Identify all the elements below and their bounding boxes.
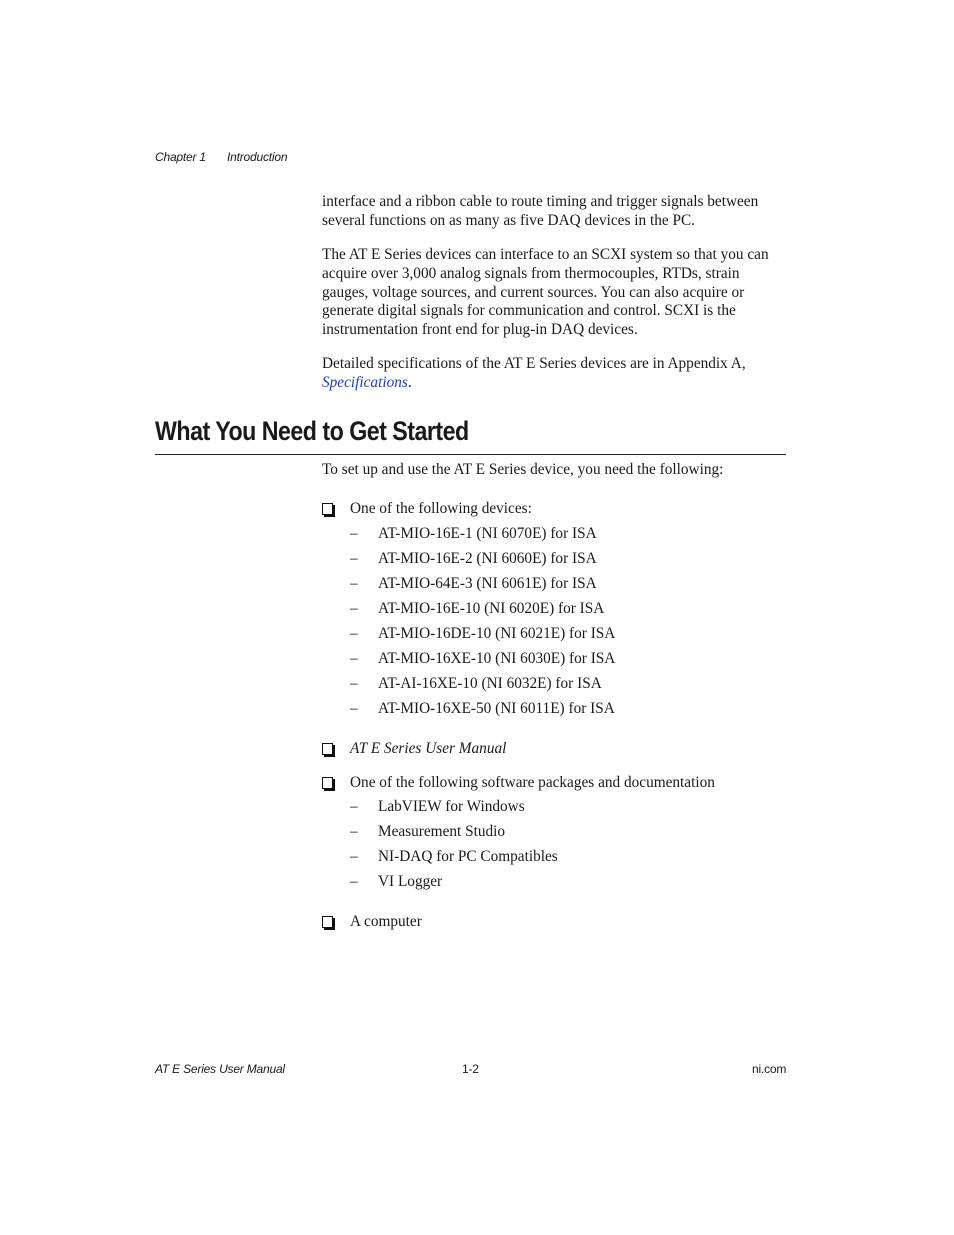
- checklist-item-computer: [322, 913, 782, 932]
- checklist-item-devices: [322, 500, 782, 725]
- software-name: LabVIEW for Windows: [378, 798, 525, 816]
- manual-label: AT E Series User Manual: [350, 739, 507, 757]
- chapter-title: Introduction: [227, 150, 288, 164]
- list-item: [350, 700, 782, 725]
- section-intro: To set up and use the AT E Series device, you need the following:: [322, 461, 724, 478]
- software-label: One of the following software packages and documentation: [350, 773, 715, 791]
- software-list: [350, 798, 782, 898]
- list-item: [350, 823, 782, 848]
- dash-icon: –: [350, 574, 358, 592]
- list-item: [350, 675, 782, 700]
- computer-label: A computer: [350, 913, 422, 931]
- device-name: AT-MIO-64E-3 (NI 6061E) for ISA: [378, 574, 597, 592]
- list-item: [350, 575, 782, 600]
- device-name: AT-MIO-16E-2 (NI 6060E) for ISA: [378, 549, 597, 567]
- device-name: AT-AI-16XE-10 (NI 6032E) for ISA: [378, 674, 602, 692]
- running-header: [155, 150, 288, 164]
- device-name: AT-MIO-16XE-50 (NI 6011E) for ISA: [378, 699, 615, 717]
- device-name: AT-MIO-16DE-10 (NI 6021E) for ISA: [378, 624, 616, 642]
- paragraph-3: [322, 355, 782, 393]
- dash-icon: –: [350, 798, 358, 816]
- device-name: AT-MIO-16XE-10 (NI 6030E) for ISA: [378, 649, 616, 667]
- list-item: [350, 650, 782, 675]
- paragraph-3-period: .: [407, 373, 412, 391]
- list-item: [350, 848, 782, 873]
- checkbox-icon: [322, 503, 333, 515]
- dash-icon: –: [350, 524, 358, 542]
- checkbox-icon: [322, 777, 333, 789]
- checkbox-icon: [322, 743, 333, 755]
- footer-manual-title: AT E Series User Manual: [155, 1062, 285, 1076]
- checkbox-icon: [322, 916, 333, 928]
- devices-label: One of the following devices:: [350, 500, 532, 517]
- dash-icon: –: [350, 848, 358, 866]
- dash-icon: –: [350, 549, 358, 567]
- requirements-checklist: [322, 500, 782, 947]
- checklist-item-manual: [322, 740, 782, 759]
- dash-icon: –: [350, 699, 358, 717]
- list-item: [350, 550, 782, 575]
- software-name: NI-DAQ for PC Compatibles: [378, 848, 558, 866]
- paragraph-3-text: Detailed specifications of the AT E Series devices are in Appendix A,: [322, 355, 746, 372]
- checklist-item-software: [322, 774, 782, 899]
- list-item: [350, 625, 782, 650]
- dash-icon: –: [350, 873, 358, 891]
- device-name: AT-MIO-16E-10 (NI 6020E) for ISA: [378, 599, 605, 617]
- software-name: Measurement Studio: [378, 823, 506, 841]
- footer-website: ni.com: [752, 1062, 787, 1076]
- dash-icon: –: [350, 823, 358, 841]
- dash-icon: –: [350, 649, 358, 667]
- paragraph-1: interface and a ribbon cable to route timing and trigger signals between several functions on as many as five DAQ devices in the PC.: [322, 193, 759, 229]
- chapter-number: Chapter 1: [155, 150, 206, 164]
- device-name: AT-MIO-16E-1 (NI 6070E) for ISA: [378, 524, 597, 542]
- page-number: 1-2: [462, 1062, 479, 1076]
- dash-icon: –: [350, 624, 358, 642]
- list-item: [350, 873, 782, 898]
- paragraph-2: The AT E Series devices can interface to an SCXI system so that you can acquire over 3,000 analog signals from thermocouples, RTDs, strain gauges, voltage sources, and current sources. You can also acquire or generate digital signals for communication and control. SCXI is the instrumentation front end for plug-in DAQ devices.: [322, 246, 769, 339]
- dash-icon: –: [350, 674, 358, 692]
- list-item: [350, 525, 782, 550]
- list-item: [350, 600, 782, 625]
- devices-list: [350, 525, 782, 725]
- section-heading: What You Need to Get Started: [155, 416, 469, 446]
- software-name: VI Logger: [378, 873, 443, 891]
- dash-icon: –: [350, 599, 358, 617]
- section-rule: [155, 454, 786, 455]
- specifications-link[interactable]: Specifications: [322, 373, 408, 391]
- list-item: [350, 798, 782, 823]
